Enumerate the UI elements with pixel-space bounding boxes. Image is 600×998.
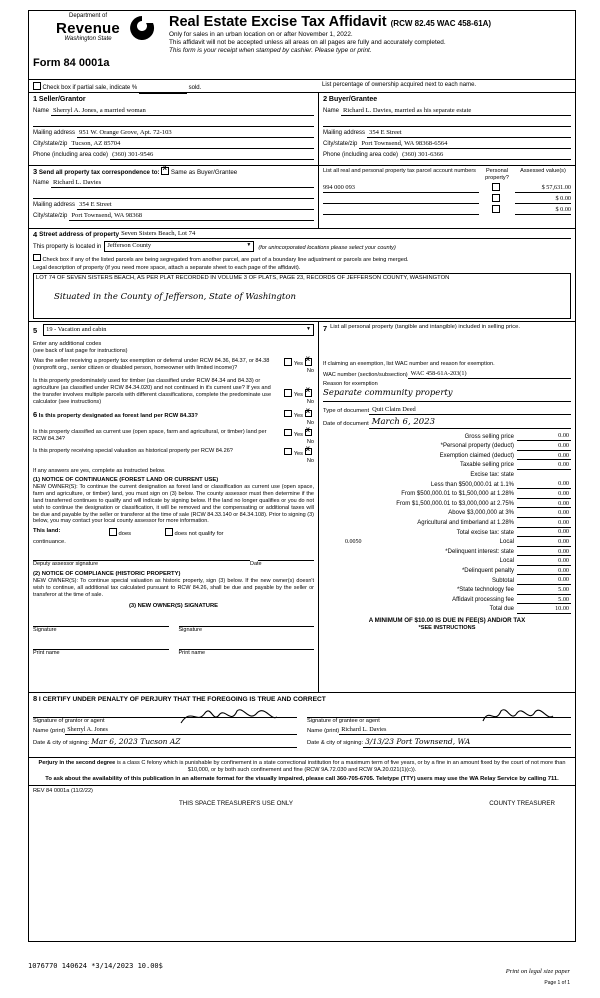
taxline-label: Total excise tax: state	[456, 529, 514, 536]
seller-name-input[interactable]: Sherryl A. Jones, a married woman	[51, 107, 314, 116]
exemption-reason-value: Separate community property	[323, 387, 453, 398]
taxline-value[interactable]: 0.00	[517, 490, 571, 499]
signature-label-2: Signature	[178, 626, 203, 633]
taxline-label: Subtotal	[491, 577, 514, 584]
addl-codes-label: Enter any additional codes	[33, 340, 102, 347]
taxline-value[interactable]: 0.00	[517, 519, 571, 528]
doc-type-label: Type of document	[323, 407, 370, 414]
buyer-city-label: City/state/zip	[323, 141, 358, 148]
buyer-name-input[interactable]: Richard L. Davies, married as his separate estate	[341, 107, 571, 116]
new-owner-signature-2[interactable]	[179, 618, 315, 627]
treasurer-use-label: THIS SPACE TREASURER'S USE ONLY	[179, 800, 293, 808]
county-note: (for unincorporated locations please select your county)	[258, 244, 396, 251]
perjury-title: Perjury in the second degree	[38, 759, 116, 766]
treasurer-block	[29, 785, 575, 814]
taxline-value[interactable]: 0.00	[517, 538, 571, 547]
parcel-col1-header: List all real and personal property tax parcel account numbers	[323, 168, 476, 174]
exemption-note: If claiming an exemption, list WAC number and reason for exemption.	[323, 361, 495, 368]
land-does-checkbox[interactable]	[109, 528, 117, 536]
sec6-number: 6	[33, 409, 38, 419]
sec4-title: Street address of property	[39, 231, 120, 239]
grantor-date-input[interactable]	[89, 737, 297, 748]
parcel-number-input[interactable]	[323, 203, 479, 204]
county-label: This property is located in	[33, 244, 102, 251]
taxline-label: Excise tax: state	[470, 472, 514, 479]
taxline-value[interactable]: 0.00	[517, 480, 571, 489]
header-sub3: This form is your receipt when stamped by cashier. Please type or print.	[169, 47, 372, 55]
sec5-q2-text: Is this property predominately used for timber (as classified under RCW 84.34 and 84.33) or agriculture (as classified under RCW 84.34.020) and not continued in it's current use? If yes and the transfer involves multiple parcels with different classifications, complete the predominate use calculator (see instructions)	[33, 378, 272, 405]
buyer-phone-label: Phone (including area code)	[323, 152, 399, 159]
legal-desc-label: Legal description of property (if you need more space, attach a separate sheet to each page of the affidavit).	[33, 264, 301, 271]
parcel-personal-checkbox[interactable]	[492, 183, 500, 191]
grantee-name-input[interactable]: Richard L. Davies	[339, 726, 571, 735]
taxline-value[interactable]: 0.00	[517, 509, 571, 518]
see-instructions-note: *SEE INSTRUCTIONS	[418, 624, 476, 631]
chevron-down-icon: ▼	[246, 243, 252, 249]
alt-format-note: To ask about the availability of this publication in an alternate format for the visually impaired, please call 360-705-6705. Teletype (TTY) users may use the WA Relay Service by calling 711.	[45, 775, 559, 782]
buyer-mailing-input[interactable]: 354 E Street	[367, 129, 571, 138]
this-land-label: This land:	[33, 528, 61, 535]
perjury-text: is a class C felony which is punishable by confinement in a state correctional institution for a maximum term of five years, or by a fine in an amount fixed by the court of not more than $10,000, or by both such confinement and fine (RCW 9A.72.030 and RCW 9A.20.021(1)(c)).	[116, 759, 566, 773]
grantor-date-label: Date & city of signing:	[33, 740, 90, 747]
sec5-q1-no-checkbox[interactable]	[305, 358, 313, 366]
buyer-mailing-label: Mailing address	[323, 130, 366, 137]
sec3-city-input[interactable]: Port Townsend, WA 98368	[69, 212, 314, 221]
taxline-value[interactable]: 0.00	[517, 442, 571, 451]
continuance-heading: (1) NOTICE OF CONTINUANCE (FOREST LAND OR CURRENT USE)	[33, 476, 219, 483]
chevron-down-icon: ▼	[306, 326, 311, 332]
property-address-input[interactable]: Seven Sisters Beach, Lot 74	[119, 230, 571, 239]
legal-handwritten-note: Situated in the County of Jefferson, State of Washington	[54, 291, 296, 302]
taxline-label: Local	[499, 558, 514, 565]
buyer-phone-input[interactable]: (360) 301-6366	[400, 151, 571, 160]
sec3-name-input[interactable]: Richard L. Davies	[51, 179, 314, 188]
certification-section	[29, 693, 575, 757]
legal-description-text: LOT 74 OF SEVEN SISTERS BEACH, AS PER PLAT RECORDED IN VOLUME 3 OF PLATS, PAGE 23, RECORDS OF JEFFERSON COUNTY, WASHINGTON	[36, 274, 450, 281]
partial-sale-row: Check box if partial sale, indicate % sold.	[33, 82, 201, 94]
new-owner-sig-heading: (3) NEW OWNER(S) SIGNATURE	[128, 602, 219, 609]
taxline-value[interactable]: 0.00	[517, 461, 571, 470]
sec5-number: 5	[33, 326, 38, 336]
sec3-name-label: Name	[33, 180, 50, 187]
grantor-name-label: Name (print)	[33, 727, 66, 734]
county-value: Jefferson County	[107, 242, 152, 250]
wac-number-input[interactable]: WAC 458-61A-203(1)	[408, 370, 571, 379]
taxline-label: From $500,000.01 to $1,500,000 at 1.28%	[401, 491, 514, 498]
county-select[interactable]	[104, 241, 254, 252]
grantor-sig-label: Signature of grantor or agent	[33, 718, 105, 725]
taxline-label: *Delinquent penalty	[461, 567, 514, 574]
parcel-row	[323, 182, 571, 193]
revenue-wordmark: Revenue	[56, 19, 120, 37]
new-owner-signature-1[interactable]	[33, 618, 169, 627]
seller-phone-label: Phone (including area code)	[33, 152, 109, 159]
page-number: Page 1 of 1	[544, 980, 570, 986]
sec5-q2-yes-checkbox[interactable]	[284, 389, 292, 397]
compliance-paragraph: NEW OWNER(S): To continue special valuation as historic property, sign (3) below. If the new owner(s) doesn't wish to continue, all additional tax calculated pursuant to RCW 84.26, shall be due and payable by the seller or transferor at the time of sale.	[33, 577, 314, 598]
taxline-value[interactable]: 0.00	[517, 452, 571, 461]
sec4-number: 4	[33, 230, 38, 239]
same-as-buyer-checkbox[interactable]	[161, 167, 169, 175]
new-owner-printname-1[interactable]	[33, 641, 169, 650]
use-code-select[interactable]	[43, 324, 314, 336]
sec3-title: Send all property tax correspondence to:	[38, 169, 160, 176]
continuance-word: continuance.	[33, 538, 66, 545]
local-rate: 0.0050	[345, 539, 362, 546]
sec6-q2-yes-checkbox[interactable]	[284, 429, 292, 437]
page-title: Real Estate Excise Tax Affidavit (RCW 82.45 WAC 458-61A)	[169, 14, 492, 30]
state-label: Washington State	[64, 35, 112, 42]
seller-section-number: 1	[33, 94, 38, 103]
parcel-table-section	[319, 166, 575, 215]
seller-name-label: Name	[33, 108, 50, 115]
continuance-paragraph: NEW OWNER(S): To continue the current designation as forest land or classification as current use (open space, farm and agriculture, or timber) land, you must sign on (3) below. The county assessor must then determine if the land transferred continues to qualify and will indicate by signing below. If the land no longer qualifies or you do not wish to continue the designation or classification, it will be removed and the compensating or additional taxes will be due and payable by the seller or transferor at the time of sale (RCW 84.33.140 or 84.34.108). Prior to signing (3) below, you may contact your local county assessor for more information.	[33, 484, 314, 525]
sec7-number: 7	[323, 323, 328, 333]
grantor-name-input[interactable]: Sherryl A. Jones	[65, 726, 297, 735]
sec7-title: List all personal property (tangible and intangible) included in selling price.	[330, 323, 520, 330]
sec3-city-label: City/state/zip	[33, 213, 68, 220]
county-treasurer-label: COUNTY TREASURER	[489, 800, 555, 808]
sec6-if-any: If any answers are yes, complete as instructed below.	[33, 467, 166, 474]
sec8-title: I CERTIFY UNDER PENALTY OF PERJURY THAT THE FOREGOING IS TRUE AND CORRECT	[38, 695, 326, 703]
grantee-date-input[interactable]	[363, 737, 571, 748]
use-code-section: 5 19 - Vacation and cabin ▼ Enter any additional codes (see back of last page for instructions) Was the seller receiving a property tax exemption or deferral under RCW 84.36, 84.37, or 84.38 (nonprofit org., senior citizen or disabled person, homeowner with limited income)? Yes XNo Is this property predominately used for timber (as classified under RCW 84.34 and 84.33) or agriculture (as classified under RCW 84.34.020) and not continued in it's current use? If yes and the transfer involves multiple parcels with different classifications, complete the predominate use calculator (see instructions) Yes XNo 6 Is this property designated as forest land per RCW 84.33? Yes XNo Is this property classified as current use (open space, farm and agricultural, or timber) land per RCW 84.34? Yes XNo Is this property receiving special valuation as historical property per RCW 84.26? Yes XNo If any answers are yes, complete as instructed below. (1) NOTICE OF CONTINUANCE (FOREST LAND OR CURRENT USE) NEW OWNER(S): To continue the current designation as forest land or classification as current use (open space, farm and agriculture, or timber) land, you must sign on (3) below. The county assessor must then determine if the land transferred continues to qualify and will indicate by signing below. If the land no longer qualifies or you do not wish to continue the designation or classification, it will be removed and the compensating or additional taxes will be due and payable by the seller or transferor at the time of sale (RCW 84.33.140 or 84.34.108). Prior to signing (3) below, you may contact your local county assessor for more information. This land: does does not qualify for continuance. Deputy assessor signature Date (2) NOTICE OF COMPLIANCE (HISTORIC PROPERTY) NEW OWNER(S): To continue special valuation as historic property, sign (3) below. If the new owner(s) doesn't wish to continue, all additional tax calculated pursuant to RCW 84.26, shall be due and payable by the seller or transferor at the time of sale. (3) NEW OWNER(S) SIGNATURE Signature Signature Print name Print name	[29, 322, 318, 657]
seller-phone-input[interactable]: (360) 301-9546	[110, 151, 314, 160]
wac-label: WAC number (section/subsection)	[323, 371, 408, 378]
buyer-city-input[interactable]: Port Townsend, WA 98368-6564	[359, 140, 571, 149]
buyer-section	[319, 93, 575, 160]
grantee-name-label: Name (print)	[307, 727, 340, 734]
grantor-signature-mark	[179, 705, 279, 727]
segregation-checkbox[interactable]	[33, 254, 41, 262]
use-code-value: 19 - Vacation and cabin	[46, 325, 107, 333]
title-block	[169, 13, 571, 55]
parcel-number-input[interactable]	[323, 214, 479, 215]
doc-type-input[interactable]: Quit Claim Deed	[369, 406, 571, 415]
pct-ownership-note: List percentage of ownership acquired next to each name.	[322, 82, 477, 88]
sec3-number: 3	[33, 167, 38, 176]
same-as-buyer-label: Same as Buyer/Grantee	[170, 169, 238, 176]
sec3-mailing-input[interactable]: 354 E Street	[77, 201, 314, 210]
form-sheet	[28, 10, 576, 942]
taxline-label: Taxable selling price	[459, 462, 514, 469]
compliance-heading: (2) NOTICE OF COMPLIANCE (HISTORIC PROPERTY)	[33, 570, 181, 577]
taxline-label: Exemption claimed (deduct)	[439, 452, 514, 459]
taxline-value[interactable]: 0.00	[517, 528, 571, 537]
new-owner-printname-2[interactable]	[179, 641, 315, 650]
taxline-value[interactable]: 10.00	[517, 605, 571, 614]
addl-codes-note: (see back of last page for instructions)	[33, 348, 128, 355]
sec6-q3-yes-checkbox[interactable]	[284, 448, 292, 456]
taxline-value[interactable]: 0.00	[517, 557, 571, 566]
grantor-date-value: Mar 6, 2023 Tucson AZ	[91, 736, 181, 746]
department-label: Department of	[68, 13, 108, 19]
tax-lines	[323, 432, 571, 614]
exemption-reason-input[interactable]	[323, 388, 571, 402]
parcel-col3-header: Assessed value(s)	[520, 168, 566, 174]
taxline-label: Less than $500,000.01 at 1.1%	[430, 481, 514, 488]
sec8-number: 8	[33, 693, 38, 703]
partial-sale-checkbox[interactable]	[33, 82, 41, 90]
parcel-assessed-value[interactable]: $ 0.00	[515, 195, 571, 204]
taxline-label: *Delinquent interest: state	[445, 548, 514, 555]
seller-section-title: Seller/Grantor	[38, 96, 86, 103]
taxline-value[interactable]: 0.00	[517, 432, 571, 441]
treasurer-stamp: 1076770 140624 *3/14/2023 10.00$	[28, 962, 163, 970]
print-name-label-2: Print name	[178, 649, 206, 656]
print-legal-note: Print on legal size paper	[505, 968, 570, 975]
taxline-label: Agricultural and timberland at 1.28%	[417, 520, 514, 526]
grantee-date-label: Date & city of signing:	[307, 740, 364, 747]
sec6-q1-no-checkbox[interactable]	[305, 410, 313, 418]
taxline-label: Affidavit processing fee	[452, 596, 514, 603]
title-rcw-ref: (RCW 82.45 WAC 458-61A)	[390, 19, 492, 28]
taxline-label: *Personal property (deduct)	[440, 443, 514, 450]
rev-number: REV 84 0001a (11/2/22)	[33, 788, 93, 795]
sec5-q2-no-checkbox[interactable]	[305, 389, 313, 397]
grantee-signature-mark	[481, 705, 555, 727]
seller-city-input[interactable]: Tucson, AZ 85704	[69, 140, 314, 149]
deputy-assessor-signature-field[interactable]	[33, 552, 250, 561]
parcel-row	[323, 193, 571, 204]
buyer-name-label: Name	[323, 108, 340, 115]
seller-mailing-input[interactable]: 951 W. Orange Grove, Apt. 72-103	[77, 129, 314, 138]
form-header	[29, 11, 575, 80]
deputy-date-label: Date	[250, 560, 262, 567]
exemption-reason-label: Reason for exemption	[323, 380, 378, 387]
buyer-section-title: Buyer/Grantee	[328, 96, 378, 103]
sec6-q2-no-checkbox[interactable]	[305, 429, 313, 437]
grantee-sig-label: Signature of grantee or agent	[307, 718, 380, 725]
legal-description-box[interactable]	[33, 273, 571, 319]
parcel-number-input[interactable]: 994 000 093	[323, 184, 479, 193]
taxline-value[interactable]: 0.00	[517, 576, 571, 585]
seller-city-label: City/state/zip	[33, 141, 68, 148]
taxline-value[interactable]: 5.00	[517, 586, 571, 595]
taxline-value[interactable]: 0.00	[517, 500, 571, 509]
print-name-label-1: Print name	[33, 649, 60, 656]
taxline-value[interactable]: 5.00	[517, 596, 571, 605]
sec6-q3-no-checkbox[interactable]	[305, 448, 313, 456]
sec6-q3: Is this property receiving special valuation as historical property per RCW 84.26?	[33, 447, 233, 454]
form-number: Form 84 0001a	[33, 57, 110, 69]
taxline-label: Above $3,000,000 at 3%	[448, 510, 514, 517]
header-sub2: This affidavit will not be accepted unless all areas on all pages are fully and accurately completed.	[169, 39, 446, 47]
seller-mailing-label: Mailing address	[33, 130, 76, 137]
taxline-label: Total due	[489, 606, 514, 613]
perjury-block	[29, 757, 575, 785]
taxline-label: *State technology fee	[456, 587, 514, 594]
deputy-assessor-date-field[interactable]	[258, 552, 314, 561]
parcel-personal-checkbox[interactable]	[492, 194, 500, 202]
parcel-assessed-value[interactable]: $ 57,631.00	[515, 184, 571, 193]
buyer-section-number: 2	[323, 94, 328, 103]
taxline-value[interactable]: 0.00	[517, 567, 571, 576]
header-sub1: Only for sales in an urban location on or after November 1, 2022.	[169, 31, 353, 39]
deputy-sig-label: Deputy assessor signature	[33, 560, 99, 567]
sec5-q1-yes-checkbox[interactable]	[284, 358, 292, 366]
taxline-label: Gross selling price	[464, 433, 514, 440]
signature-label-1: Signature	[33, 626, 57, 633]
sec3-mailing-label: Mailing address	[33, 202, 76, 209]
seller-section	[29, 93, 318, 160]
land-does-not-checkbox[interactable]	[165, 528, 173, 536]
grantee-date-value: 3/13/23 Port Townsend, WA	[365, 736, 471, 746]
property-section	[29, 229, 575, 322]
parcel-row	[323, 204, 571, 215]
revenue-swirl-logo	[129, 15, 155, 41]
minimum-due-note: A MINIMUM OF $10.00 IS DUE IN FEE(S) AND/OR TAX	[368, 616, 526, 624]
doc-date-label: Date of document	[323, 421, 369, 428]
sec6-q1: Is this property designated as forest land per RCW 84.33?	[38, 412, 198, 419]
doc-date-input[interactable]	[369, 417, 571, 429]
sec6-q1-yes-checkbox[interactable]	[284, 410, 292, 418]
correspondence-section	[29, 166, 318, 221]
taxline-label: Local	[499, 539, 514, 546]
sec5-q1-text: Was the seller receiving a property tax exemption or deferral under RCW 84.36, 84.37, or 84.38 (nonprofit org., senior citizen or disabled person, homeowner with limited income)?	[33, 358, 270, 372]
taxline-label: From $1,500,000.01 to $3,000,000 at 2.75%	[396, 500, 514, 507]
parcel-col2-header: Personal property?	[485, 168, 509, 181]
parcel-personal-checkbox[interactable]	[492, 205, 500, 213]
parcel-assessed-value[interactable]: $ 0.00	[515, 206, 571, 215]
segregation-row: Check box if any of the listed parcels are being segregated from another parcel, are part of a boundary line adjustment or parcels are being merged.	[33, 254, 571, 264]
doc-date-value: March 6, 2023	[371, 416, 435, 427]
tax-calc-section	[319, 322, 575, 632]
taxline-value[interactable]: 0.00	[517, 548, 571, 557]
sec6-q2: Is this property classified as current use (open space, farm and agricultural, or timber) land per RCW 84.34?	[33, 428, 267, 442]
